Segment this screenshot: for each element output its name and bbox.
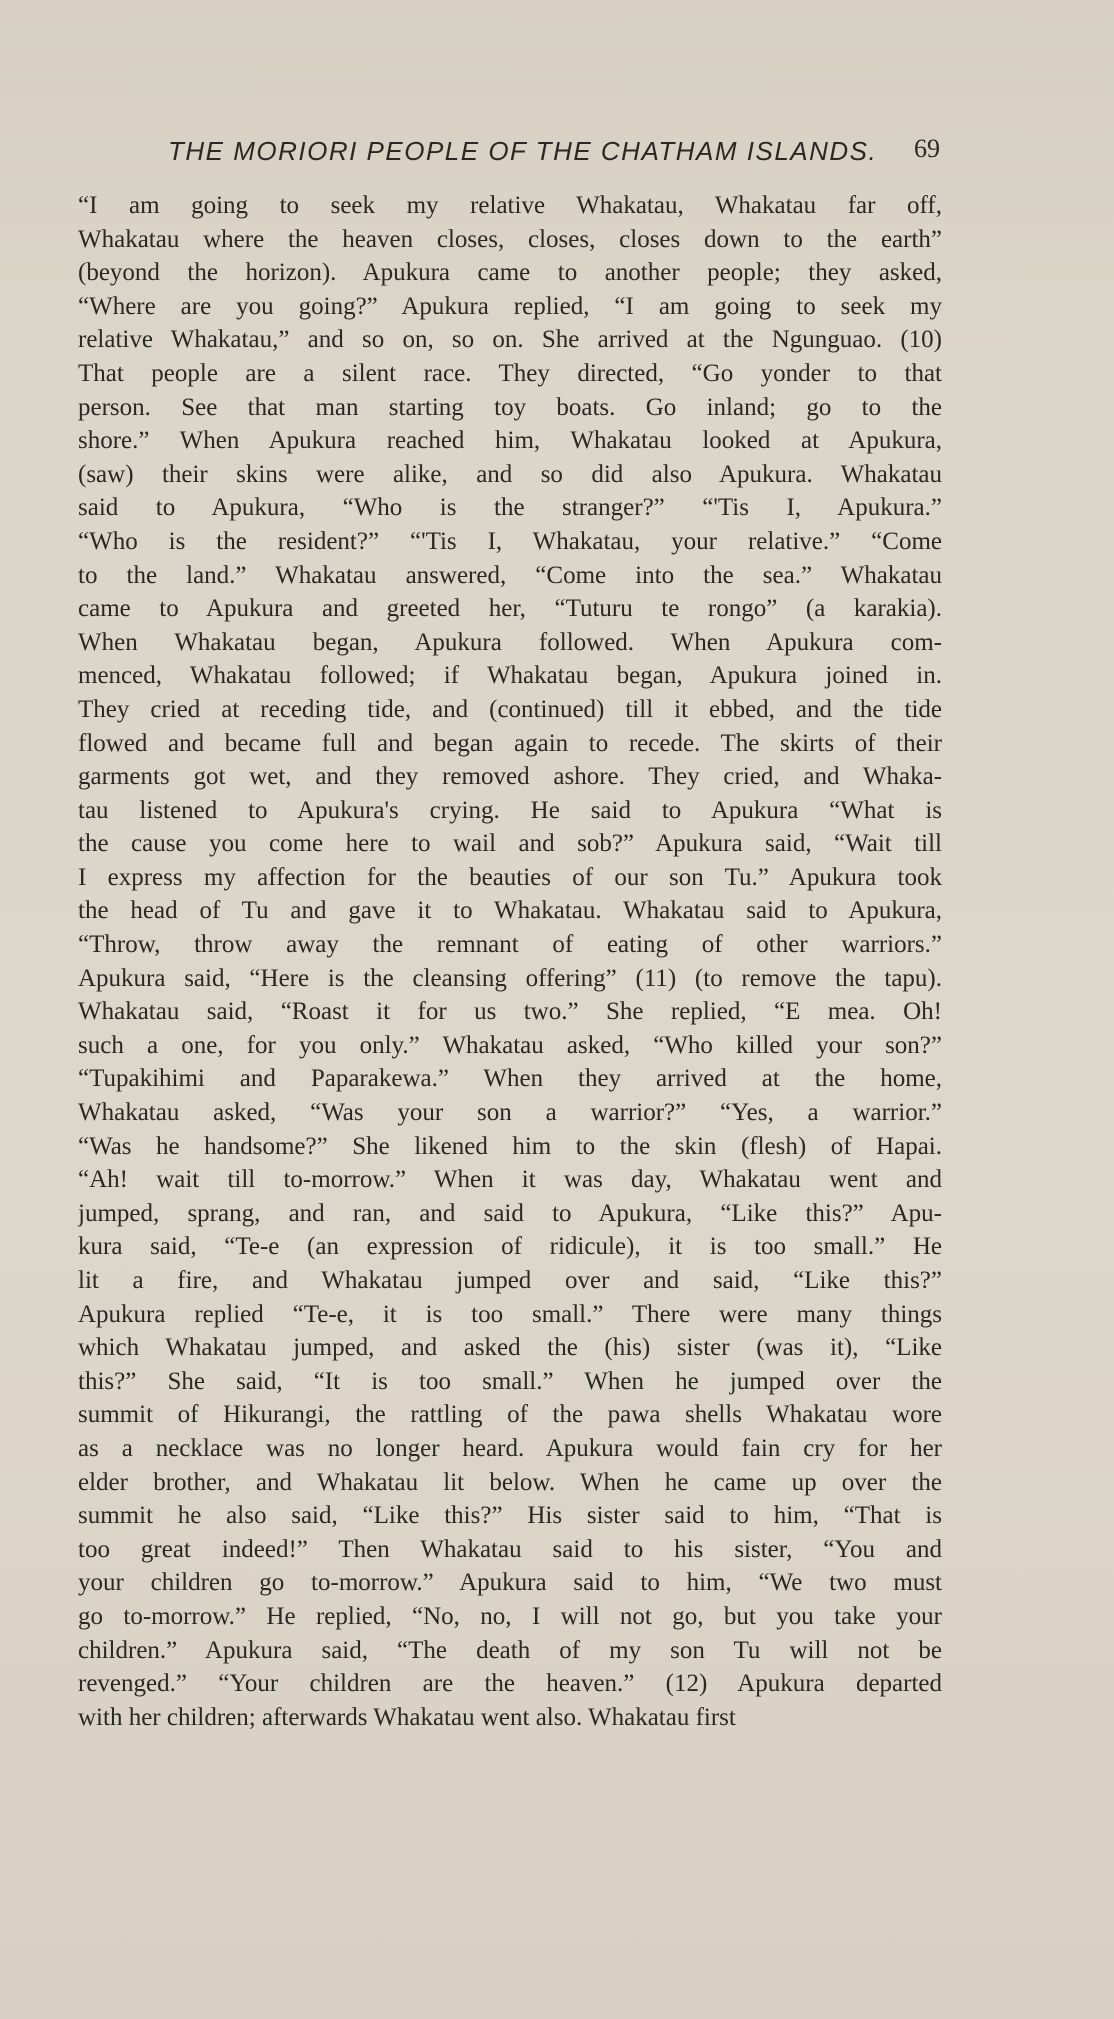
text-line: your children go to-morrow.” Apukura said to him, “We two must — [78, 1569, 942, 1597]
text-line: tau listened to Apukura's crying. He said to Apukura “What is — [78, 796, 942, 824]
text-line: jumped, sprang, and ran, and said to Apukura, “Like this?” Apu- — [78, 1199, 942, 1227]
text-line: relative Whakatau,” and so on, so on. She arrived at the Ngunguao. (10) — [78, 326, 942, 354]
text-line: flowed and became full and began again to recede. The skirts of their — [78, 729, 942, 757]
text-line: Whakatau where the heaven closes, closes, closes down to the earth” — [78, 225, 942, 253]
text-line: Whakatau said, “Roast it for us two.” She replied, “E mea. Oh! — [78, 998, 942, 1026]
body-text — [78, 189, 942, 1734]
text-line: person. See that man starting toy boats. Go inland; go to the — [78, 393, 942, 421]
text-line: “Tupakihimi and Paparakewa.” When they arrived at the home, — [78, 1065, 942, 1093]
text-line: “Where are you going?” Apukura replied, “I am going to seek my — [78, 292, 942, 320]
text-line: “Ah! wait till to-morrow.” When it was day, Whakatau went and — [78, 1166, 942, 1194]
text-line: said to Apukura, “Who is the stranger?” “'Tis I, Apukura.” — [78, 494, 942, 522]
text-line: to the land.” Whakatau answered, “Come into the sea.” Whakatau — [78, 561, 942, 589]
text-line: “Who is the resident?” “'Tis I, Whakatau, your relative.” “Come — [78, 527, 942, 555]
text-line: shore.” When Apukura reached him, Whakatau looked at Apukura, — [78, 427, 942, 455]
text-line: elder brother, and Whakatau lit below. When he came up over the — [78, 1468, 942, 1496]
text-line: (beyond the horizon). Apukura came to another people; they asked, — [78, 259, 942, 287]
text-line: as a necklace was no longer heard. Apukura would fain cry for her — [78, 1434, 942, 1462]
text-line: garments got wet, and they removed ashore. They cried, and Whaka- — [78, 763, 942, 791]
text-line: They cried at receding tide, and (continued) till it ebbed, and the tide — [78, 695, 942, 723]
text-line: When Whakatau began, Apukura followed. When Apukura com- — [78, 628, 942, 656]
text-line: Whakatau asked, “Was your son a warrior?” “Yes, a warrior.” — [78, 1099, 942, 1127]
text-line: the cause you come here to wail and sob?” Apukura said, “Wait till — [78, 830, 942, 858]
text-line: kura said, “Te-e (an expression of ridicule), it is too small.” He — [78, 1233, 942, 1261]
page-number: 69 — [914, 134, 940, 163]
text-line: lit a fire, and Whakatau jumped over and said, “Like this?” — [78, 1267, 942, 1294]
text-line: too great indeed!” Then Whakatau said to his sister, “You and — [78, 1535, 942, 1563]
text-line: children.” Apukura said, “The death of my son Tu will not be — [78, 1636, 942, 1664]
text-line: Apukura replied “Te-e, it is too small.” There were many things — [78, 1300, 942, 1328]
text-line: this?” She said, “It is too small.” When he jumped over the — [78, 1367, 942, 1395]
text-line: such a one, for you only.” Whakatau asked, “Who killed your son?” — [78, 1031, 942, 1059]
text-line: the head of Tu and gave it to Whakatau. Whakatau said to Apukura, — [78, 897, 942, 925]
text-line: “Throw, throw away the remnant of eating of other warriors.” — [78, 931, 942, 959]
running-title: THE MORIORI PEOPLE OF THE CHATHAM ISLANDS. — [168, 136, 878, 166]
text-line: summit he also said, “Like this?” His sister said to him, “That is — [78, 1502, 942, 1530]
text-line: which Whakatau jumped, and asked the (his) sister (was it), “Like — [78, 1334, 942, 1362]
text-line: with her children; afterwards Whakatau went also. Whakatau first — [78, 1703, 736, 1731]
text-line: menced, Whakatau followed; if Whakatau began, Apukura joined in. — [78, 662, 942, 690]
text-line: That people are a silent race. They directed, “Go yonder to that — [78, 359, 942, 387]
text-line: Apukura said, “Here is the cleansing offering” (11) (to remove the tapu). — [78, 964, 942, 992]
text-line: (saw) their skins were alike, and so did also Apukura. Whakatau — [78, 460, 942, 488]
text-line: go to-morrow.” He replied, “No, no, I will not go, but you take your — [78, 1602, 942, 1630]
text-line: “Was he handsome?” She likened him to the skin (flesh) of Hapai. — [78, 1132, 942, 1160]
text-line: “I am going to seek my relative Whakatau, Whakatau far off, — [78, 192, 942, 219]
text-line: I express my affection for the beauties of our son Tu.” Apukura took — [78, 863, 942, 891]
text-line: revenged.” “Your children are the heaven.” (12) Apukura departed — [78, 1670, 942, 1698]
page-header — [160, 128, 950, 172]
text-line: summit of Hikurangi, the rattling of the pawa shells Whakatau wore — [78, 1401, 942, 1429]
text-line: came to Apukura and greeted her, “Tuturu te rongo” (a karakia). — [78, 595, 942, 623]
